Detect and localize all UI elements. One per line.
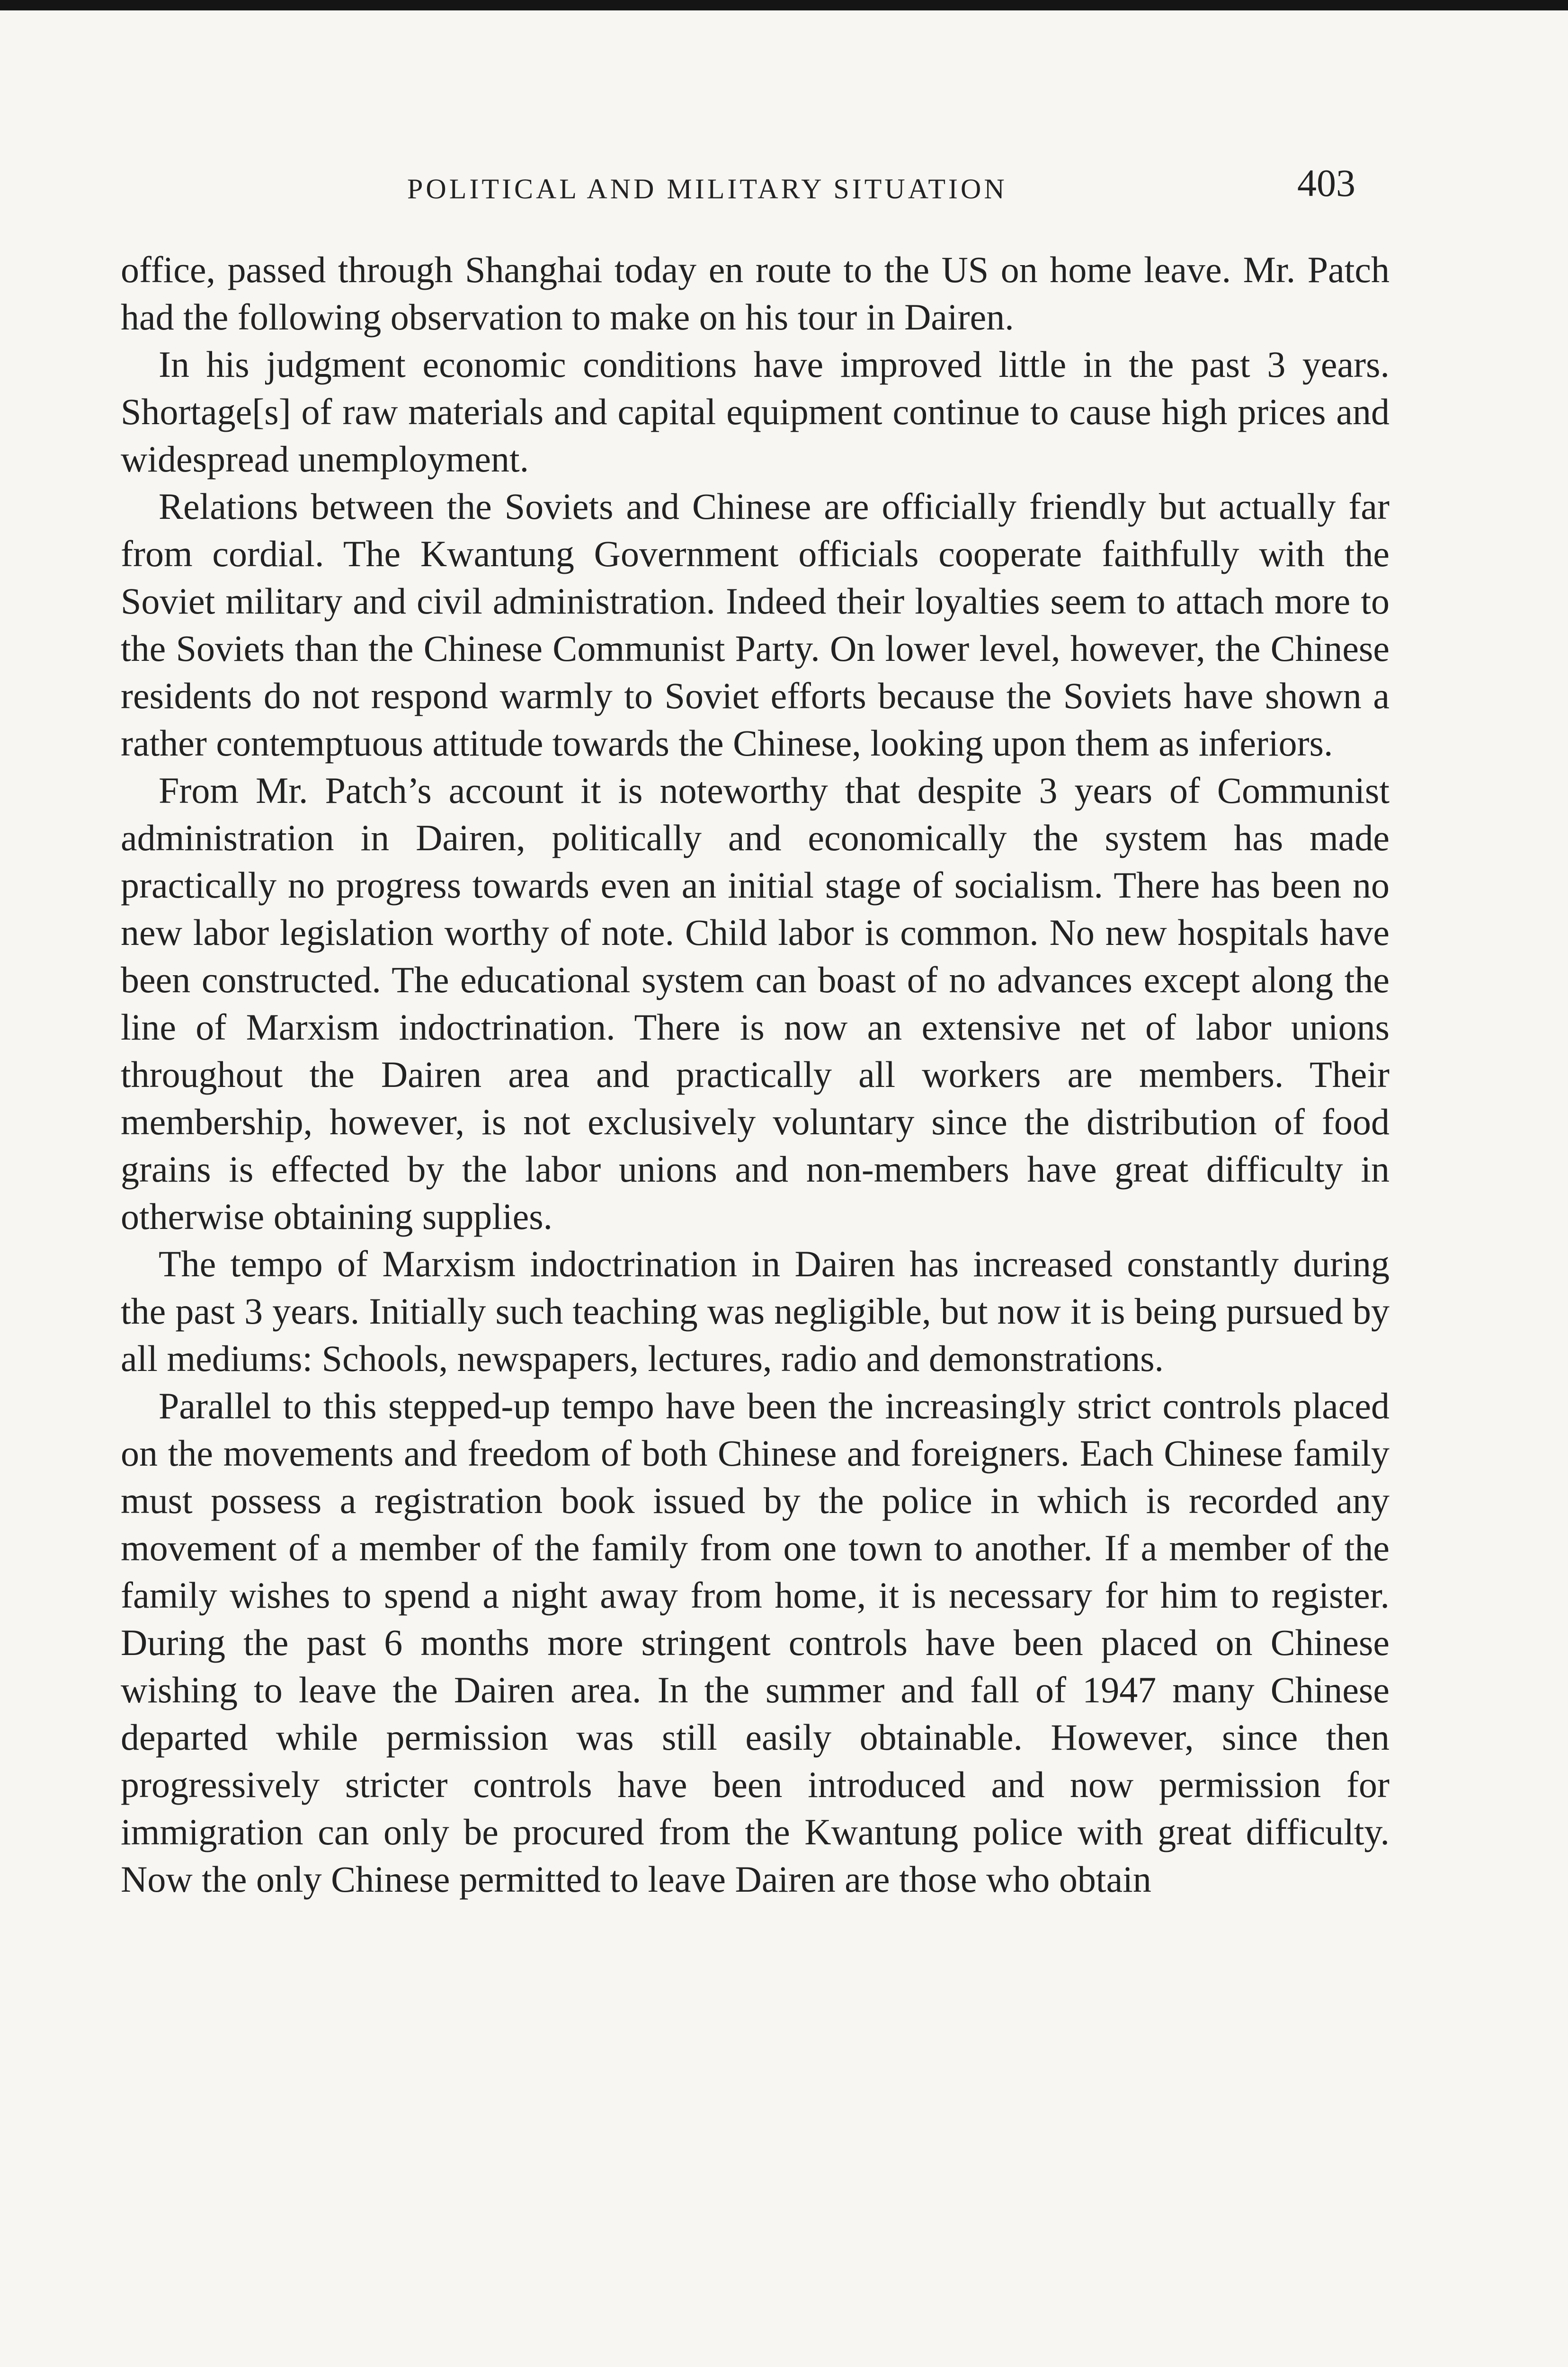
paragraph-soviet-chinese-relations: Relations between the Soviets and Chinese are officially friendly but actually far from cordial. The Kwantung Government officials cooperate faithfully with the Soviet military and civil administration. Indeed their loyalties seem to attach more to the Soviets than the Chinese Communist Party. On lower level, however, the Chinese residents do not respond warmly to Soviet efforts because the Soviets have shown a rather contemptuous attitude towards the Chinese, looking upon them as inferiors. bbox=[121, 486, 1390, 764]
paragraph-economic-conditions: In his judgment economic conditions have improved little in the past 3 years. Shortage[s] of raw materials and capital equipment continue to cause high prices and widespread unemployment. bbox=[121, 344, 1390, 480]
running-title: POLITICAL AND MILITARY SITUATION bbox=[407, 173, 1007, 205]
body-text bbox=[121, 246, 1390, 1903]
paragraph-continued: office, passed through Shanghai today en route to the US on home leave. Mr. Patch had the following observation to make on his tour in Dairen. bbox=[121, 249, 1390, 338]
page-number: 403 bbox=[1297, 161, 1355, 205]
top-scan-border bbox=[0, 0, 1568, 10]
paragraph-communist-administration: From Mr. Patch’s account it is noteworthy that despite 3 years of Communist administration in Dairen, politically and economically the system has made practically no progress towards even an initial stage of socialism. There has been no new labor legislation worthy of note. Child labor is common. No new hospitals have been constructed. The educational system can boast of no advances except along the line of Marxism indoctrination. There is now an extensive net of labor unions throughout the Dairen area and practically all workers are members. Their membership, however, is not exclusively voluntary since the distribution of food grains is effected by the labor unions and non-members have great difficulty in otherwise obtaining supplies. bbox=[121, 770, 1390, 1237]
paragraph-marxism-indoctrination: The tempo of Marxism indoctrination in Dairen has increased constantly during the past 3 years. Initially such teaching was negligible, but now it is being pursued by all mediums: Schools, newspapers, lectures, radio and demonstrations. bbox=[121, 1243, 1390, 1379]
paragraph-movement-controls: Parallel to this stepped-up tempo have been the increasingly strict controls placed on the movements and freedom of both Chinese and foreigners. Each Chinese family must possess a registration book issued by the police in which is recorded any movement of a member of the family from one town to another. If a member of the family wishes to spend a night away from home, it is necessary for him to register. During the past 6 months more stringent controls have been placed on Chinese wishing to leave the Dairen area. In the summer and fall of 1947 many Chinese departed while permission was still easily obtainable. However, since then progressively stricter controls have been introduced and now permission for immigration can only be procured from the Kwantung police with great difficulty. Now the only Chinese permitted to leave Dairen are those who obtain bbox=[121, 1385, 1390, 1900]
